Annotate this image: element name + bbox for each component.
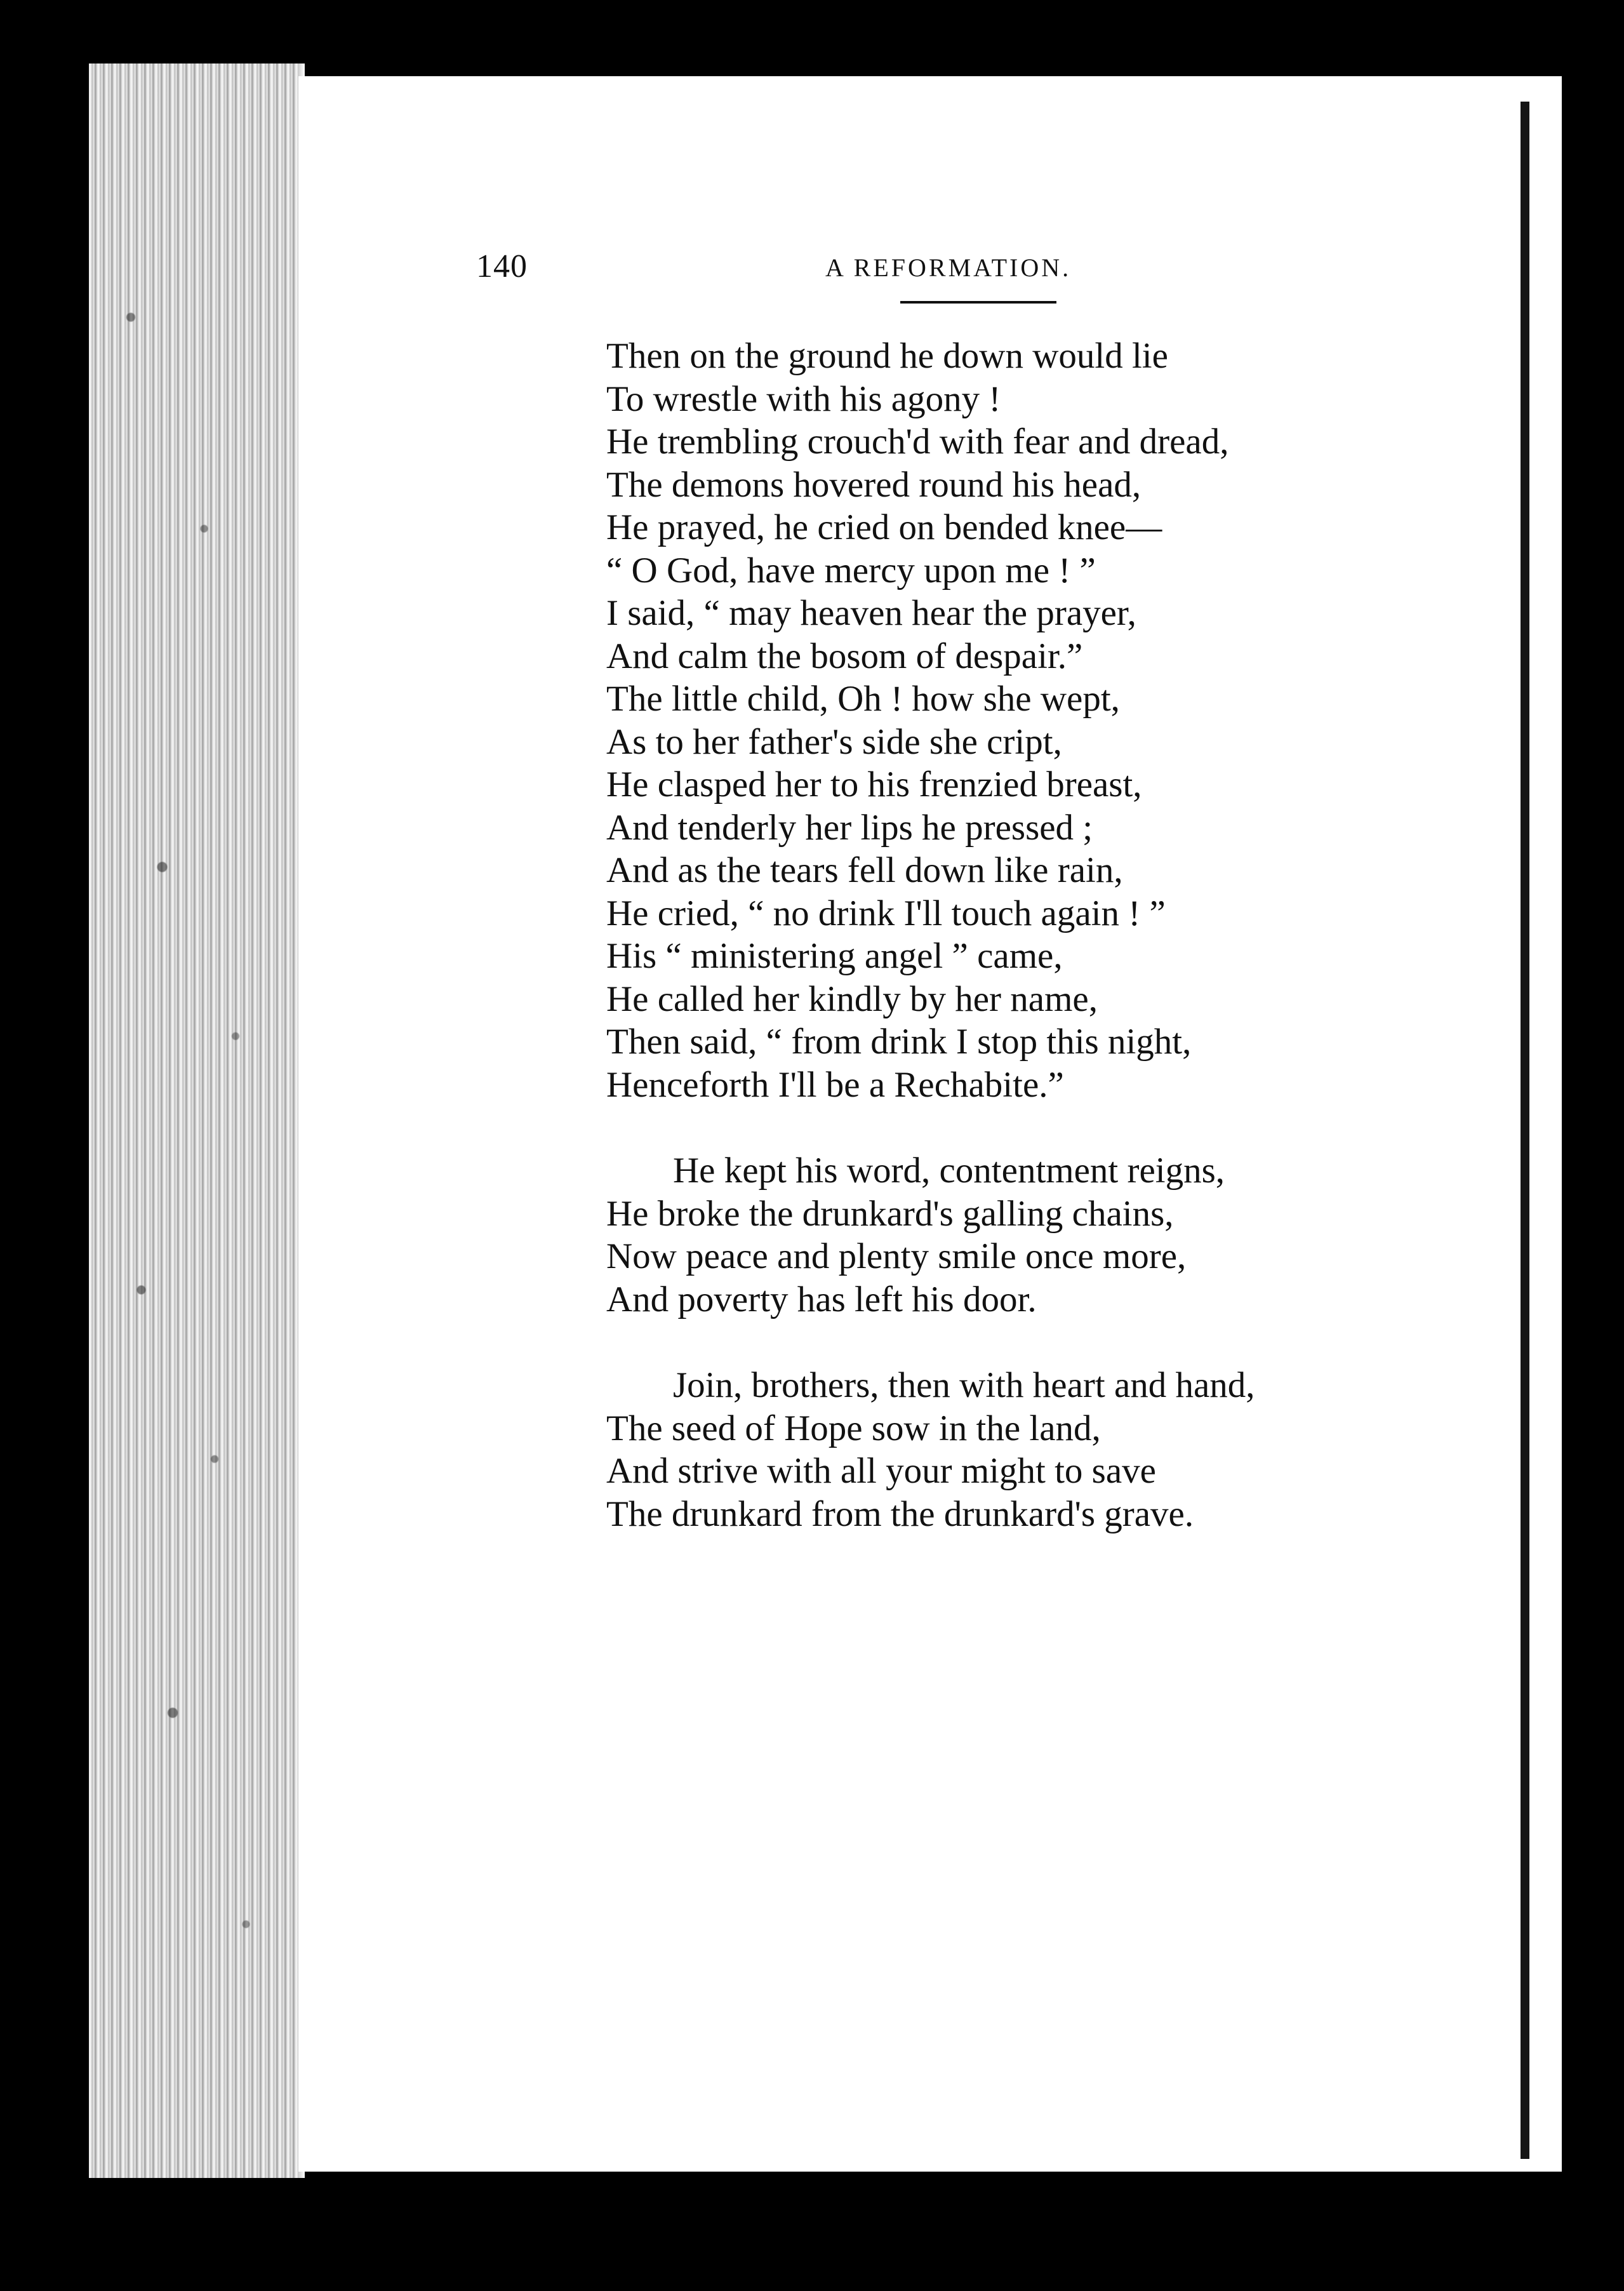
- poem: [606, 335, 1495, 1535]
- poem-line: He clasped her to his frenzied breast,: [606, 765, 1142, 805]
- poem-line: Join, brothers, then with heart and hand,: [673, 1365, 1255, 1405]
- running-head: A REFORMATION.: [825, 253, 1072, 282]
- poem-line: The seed of Hope sow in the land,: [606, 1408, 1101, 1448]
- poem-line: I said, “ may heaven hear the prayer,: [606, 593, 1136, 633]
- stanza-3: [606, 1364, 1495, 1535]
- poem-line: And calm the bosom of despair.”: [606, 636, 1083, 676]
- poem-line: And poverty has left his door.: [606, 1279, 1037, 1319]
- poem-line: And strive with all your might to save: [606, 1451, 1156, 1491]
- poem-line: Now peace and plenty smile once more,: [606, 1236, 1187, 1276]
- poem-line: “ O God, have mercy upon me ! ”: [606, 550, 1096, 591]
- poem-line: The little child, Oh ! how she wept,: [606, 679, 1120, 719]
- poem-line: He broke the drunkard's galling chains,: [606, 1193, 1174, 1234]
- page-header: [0, 248, 1624, 286]
- poem-line: Then said, “ from drink I stop this night,: [606, 1022, 1192, 1062]
- page-edges: [89, 63, 298, 2178]
- poem-line: Then on the ground he down would lie: [606, 336, 1168, 376]
- poem-line: And tenderly her lips he pressed ;: [606, 807, 1093, 848]
- poem-line: As to her father's side she cript,: [606, 721, 1062, 762]
- stanza-1: [606, 335, 1495, 1106]
- poem-line: The drunkard from the drunkard's grave.: [606, 1493, 1194, 1534]
- page-number: 140: [476, 248, 528, 284]
- stanza-2: [606, 1149, 1495, 1321]
- poem-line: He prayed, he cried on bended knee—: [606, 507, 1162, 547]
- poem-line: The demons hovered round his head,: [606, 464, 1141, 505]
- binding-shadow: [1521, 102, 1529, 2159]
- poem-line: He cried, “ no drink I'll touch again ! ”: [606, 893, 1166, 933]
- poem-line: And as the tears fell down like rain,: [606, 850, 1123, 890]
- poem-line: He called her kindly by her name,: [606, 979, 1098, 1019]
- poem-line: To wrestle with his agony !: [606, 378, 1001, 419]
- poem-line: He kept his word, contentment reigns,: [673, 1151, 1225, 1191]
- facing-page-edge: [1529, 89, 1555, 2172]
- poem-line: Henceforth I'll be a Rechabite.”: [606, 1064, 1064, 1105]
- header-rule: [900, 301, 1056, 304]
- poem-line: He trembling crouch'd with fear and dread,: [606, 422, 1229, 462]
- poem-line: His “ ministering angel ” came,: [606, 936, 1063, 976]
